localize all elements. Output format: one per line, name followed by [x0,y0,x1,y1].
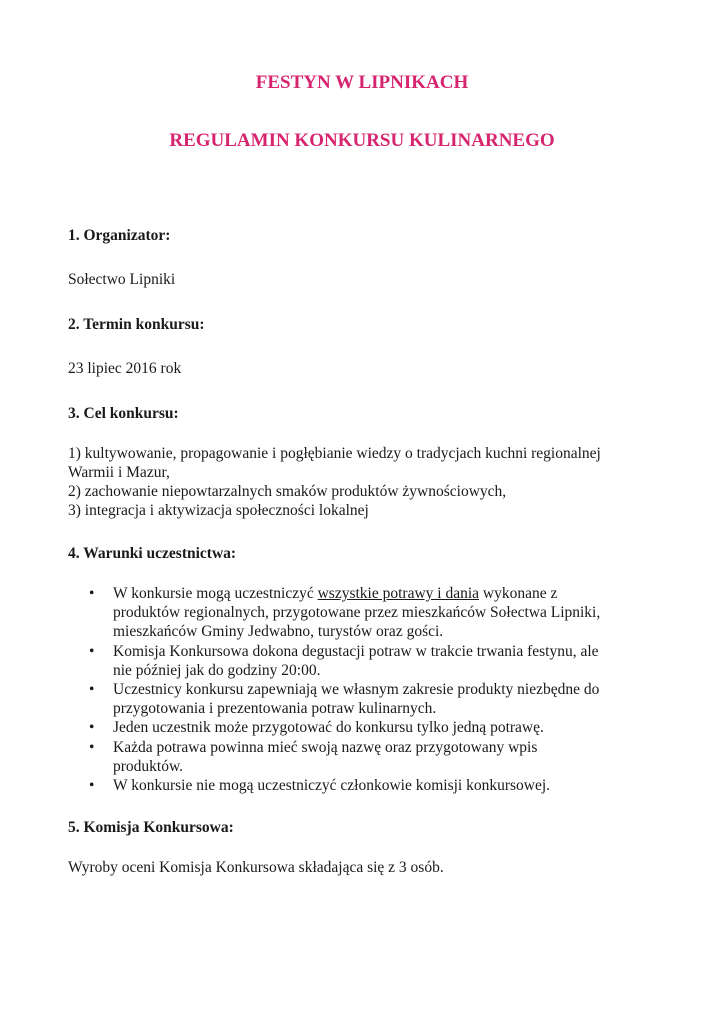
organizer-text: Sołectwo Lipniki [68,271,176,288]
committee-text: Wyroby oceni Komisja Konkursowa składająca się z 3 osób. [68,859,444,876]
bullet-icon: • [89,719,95,737]
date-text: 23 lipiec 2016 rok [68,360,182,377]
list-item-text: W konkursie mogą uczestniczyć [113,585,318,602]
section-heading-conditions: 4. Warunki uczestnictwa: [68,545,237,562]
list-item [68,738,668,776]
goal-list [68,444,668,520]
list-item-line [113,584,668,603]
list-item-line: produktów regionalnych, przygotowane przez mieszkańców Sołectwa Lipniki, [113,604,601,622]
bullet-icon: • [89,738,95,756]
section-heading-organizer: 1. Organizator: [68,227,171,244]
document-subtitle: REGULAMIN KONKURSU KULINARNEGO [169,130,555,151]
list-item-line: Komisja Konkursowa dokona degustacji potraw w trakcie trwania festynu, ale [113,642,599,660]
bullet-icon: • [89,642,95,660]
goal-line: 3) integracja i aktywizacja społeczności lokalnej [68,502,369,519]
list-item [68,584,668,642]
list-item-line: przygotowania i prezentowania potraw kulinarnych. [113,700,437,718]
conditions-list [68,584,668,795]
section-heading-goal: 3. Cel konkursu: [68,405,179,422]
goal-line: Warmii i Mazur, [68,464,170,481]
underlined-text: wszystkie potrawy i dania [317,585,480,602]
bullet-icon: • [89,777,95,795]
list-item [68,642,668,680]
list-item [68,776,668,795]
bullet-icon: • [89,681,95,699]
list-item-line: mieszkańców Gminy Jedwabno, turystów oraz gości. [113,623,444,641]
list-item-line: nie później jak do godziny 20:00. [113,661,321,679]
list-item-line: produktów. [113,757,184,775]
list-item-text: wykonane z [479,585,558,602]
goal-line: 2) zachowanie niepowtarzalnych smaków produktów żywnościowych, [68,483,507,500]
list-item-line: Każda potrawa powinna mieć swoją nazwę oraz przygotowany wpis [113,738,538,756]
list-item [68,718,668,737]
list-item-line: Jeden uczestnik może przygotować do konkursu tylko jedną potrawę. [113,719,544,737]
section-heading-committee: 5. Komisja Konkursowa: [68,819,234,836]
list-item [68,680,668,718]
bullet-icon: • [89,585,95,602]
list-item-line: Uczestnicy konkursu zapewniają we własnym zakresie produkty niezbędne do [113,681,600,699]
goal-line: 1) kultywowanie, propagowanie i pogłębianie wiedzy o tradycjach kuchni regionalnej [68,445,601,462]
list-item-line: W konkursie nie mogą uczestniczyć członkowie komisji konkursowej. [113,777,551,795]
document-title: FESTYN W LIPNIKACH [255,72,469,93]
section-heading-date: 2. Termin konkursu: [68,316,205,333]
